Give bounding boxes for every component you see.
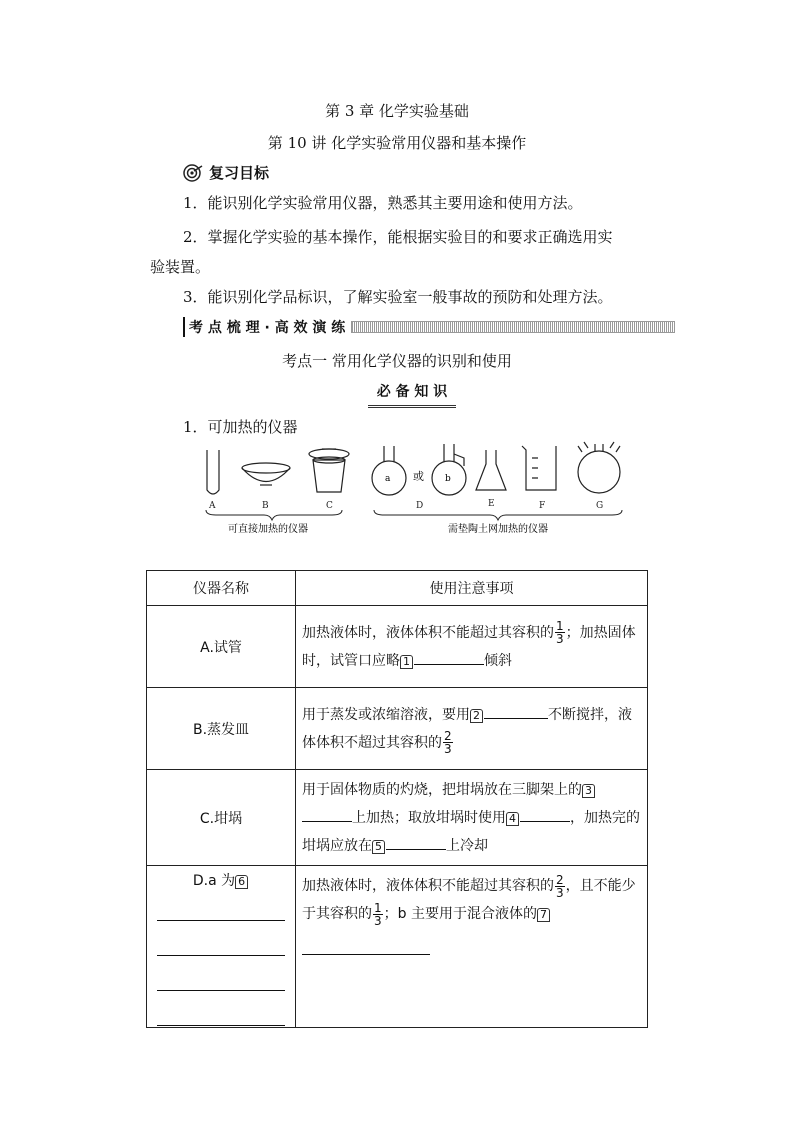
knowledge-title: 必 备 知 识	[368, 381, 456, 408]
label-C: C	[326, 501, 333, 511]
label-E: E	[488, 499, 495, 509]
row-name: C.坩埚	[147, 770, 296, 866]
flask-a-label: a	[385, 474, 391, 484]
review-goal-title: 复习目标	[209, 164, 270, 182]
group-indirect-label: 需垫陶土网加热的仪器	[448, 524, 548, 535]
lesson-title: 第 10 讲 化学实验常用仪器和基本操作	[267, 134, 527, 152]
band-hatch	[351, 321, 675, 333]
table-row	[147, 606, 648, 688]
fraction: $\frac{2}{3}$	[556, 872, 564, 900]
row-name: D.a 为	[192, 873, 236, 889]
fraction: $\frac{1}{3}$	[556, 619, 564, 646]
blank-number: 2	[470, 709, 483, 723]
group-direct-label: 可直接加热的仪器	[228, 524, 308, 535]
table-header-row	[147, 571, 648, 606]
label-D: D	[416, 501, 424, 511]
brace-direct	[206, 510, 342, 520]
row-name-cell	[147, 866, 296, 1028]
target-icon	[183, 164, 205, 182]
answer-blank[interactable]	[520, 805, 570, 822]
row-notes: 用于蒸发或浓缩溶液，要用 2 不断搅拌，液体体积不超过其容积的 $\frac{2}{3}$	[296, 688, 648, 770]
header-name: 仪器名称	[147, 571, 296, 606]
goal-item-3: 3．能识别化学品标识，了解实验室一般事故的预防和处理方法。	[183, 288, 613, 306]
crucible-icon	[309, 449, 349, 492]
blank-number: 4	[506, 812, 519, 826]
goal-item-1: 1．能识别化学实验常用仪器，熟悉其主要用途和使用方法。	[183, 194, 583, 212]
label-B: B	[262, 501, 269, 511]
row-name: B.蒸发皿	[147, 688, 296, 770]
evaporating-dish-icon	[242, 463, 290, 485]
row-notes: 加热液体时，液体体积不能超过其容积的 $\frac{1}{3}$ ；加热固体时，试管口应略 1 倾斜	[296, 606, 648, 688]
flask-b-label: b	[445, 474, 451, 484]
table-row	[147, 770, 648, 866]
row-notes: 加热液体时，液体体积不能超过其容积的 $\frac{2}{3}$ ，且不能少于其容积的 $\frac{1}{3}$ ；b 主要用于混合液体的 7	[296, 866, 648, 1028]
table-row	[147, 688, 648, 770]
answer-blank[interactable]	[157, 904, 285, 921]
band-label: 考 点 梳 理 · 高 效 演 练	[183, 317, 351, 337]
review-goal-heading	[183, 162, 269, 183]
three-neck-flask-icon	[578, 442, 620, 493]
topic-title: 考点一 常用化学仪器的识别和使用	[282, 352, 512, 370]
fraction: $\frac{2}{3}$	[444, 729, 452, 756]
blank-number: 7	[537, 908, 550, 922]
section-1-title: 1．可加热的仪器	[183, 418, 298, 436]
fraction: $\frac{1}{3}$	[374, 900, 382, 928]
round-flask-a-icon	[372, 446, 406, 495]
section-band	[183, 317, 675, 337]
goal-item-2: 2．掌握化学实验的基本操作，能根据实验目的和要求正确选用实	[183, 228, 613, 246]
header-notes: 使用注意事项	[296, 571, 648, 606]
label-F: F	[539, 501, 546, 511]
or-text: 或	[413, 470, 424, 483]
apparatus-table	[146, 570, 648, 1028]
answer-blank[interactable]	[386, 833, 446, 850]
blank-number: 3	[582, 784, 595, 798]
blank-number: 1	[400, 655, 413, 669]
chapter-title: 第 3 章 化学实验基础	[325, 102, 469, 120]
goal-item-2-cont: 验装置。	[150, 258, 211, 276]
label-A: A	[209, 501, 216, 511]
label-G: G	[596, 501, 604, 511]
table-row	[147, 866, 648, 1028]
answer-blank[interactable]	[302, 938, 430, 955]
row-name: A.试管	[147, 606, 296, 688]
heating-apparatus-figure	[196, 440, 636, 540]
answer-blank[interactable]	[484, 702, 548, 719]
beaker-icon	[522, 446, 556, 490]
answer-blank[interactable]	[157, 1009, 285, 1026]
brace-indirect	[374, 510, 622, 520]
test-tube-icon	[207, 450, 219, 494]
answer-blank[interactable]	[157, 939, 285, 956]
conical-flask-icon	[476, 450, 506, 490]
answer-blank[interactable]	[414, 648, 484, 665]
blank-number: 5	[372, 840, 385, 854]
blank-number: 6	[235, 875, 248, 889]
answer-blank[interactable]	[157, 974, 285, 991]
row-notes: 用于固体物质的灼烧，把坩埚放在三脚架上的 3上加热；取放坩埚时使用 4 ，加热完的坩埚应放在 5 上冷却	[296, 770, 648, 866]
answer-blank[interactable]	[302, 805, 352, 822]
round-flask-b-icon	[432, 444, 466, 495]
